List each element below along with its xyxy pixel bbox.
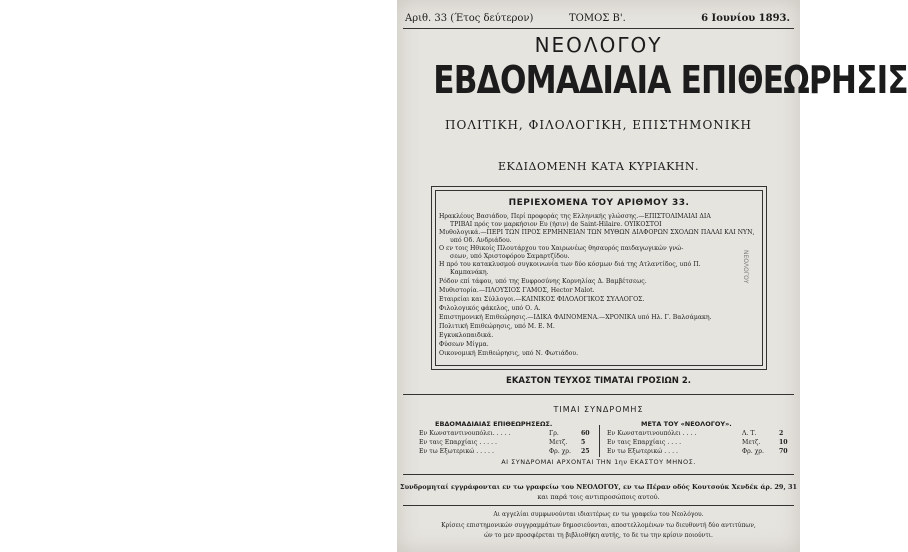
contents-item: Καμπανάκη. xyxy=(450,269,489,276)
footer-rule xyxy=(403,505,794,506)
contents-box xyxy=(435,190,763,366)
note-rule xyxy=(403,474,794,475)
contents-item: Η πρό του κατακλυσμού συγκοινωνία των δύο κόσμων διά της Ατλαντίδος, υπό Π. xyxy=(439,261,701,268)
contents-item: Πολιτική Επιθεώρησις, υπό Μ. Ε. Μ. xyxy=(439,323,555,330)
subscription-agents: και παρά τοις αντιπροσώποις αυτού. xyxy=(537,493,660,501)
contents-item: σεων, υπό Χριστοφόρου Σαμαρτζίδου. xyxy=(450,253,570,260)
contents-item: Εγκυκλοπαιδικά. xyxy=(439,332,494,339)
footer-line: ών το μεν προσφέρεται τη βιβλιοθήκη αυτής, το δε τω την κρίσιν ποιούντι. xyxy=(484,532,713,539)
contents-item: Οικονομική Επιθεώρησις, υπό Ν. Φωτιάδου. xyxy=(439,350,579,357)
subscription-office: Συνδρομηταί εγγράφονται εν τω γραφείω του ΝΕΟΛΟΓΟΥ, εν τω Πέραν οδός Κουτσούκ Χενδέκ άρ. 29, 31 xyxy=(399,483,798,491)
contents-item: Μυθολογικά.—ΠΕΡΙ ΤΩΝ ΠΡΟΣ ΕΡΜΗΝΕΙΑΝ ΤΩΝ ΜΥΘΩΝ ΔΙΑΦΟΡΩΝ ΣΧΟΛΩΝ ΠΑΛΑΙ ΚΑΙ ΝΥΝ, xyxy=(439,229,755,236)
contents-item: Φύσεων Μίγμα. xyxy=(439,341,489,348)
publication-name: ΝΕΟΛΟΓΟΥ xyxy=(534,33,663,57)
header-rule xyxy=(403,28,794,29)
price-rule xyxy=(403,394,794,395)
issue-number: Αριθ. 33 (Έτος δεύτερον) xyxy=(405,13,534,24)
edition-note: ΕΚΔΙΔΟΜΕΝΗ ΚΑΤΑ ΚΥΡΙΑΚΗΝ. xyxy=(497,160,700,173)
subscription-title: ΤΙΜΑΙ ΣΥΝΔΡΟΜΗΣ xyxy=(553,405,644,414)
footer-line: Κρίσεις επιστημονικών συγγραμμάτων δημοσιεύονται, αποστελλομένων τω διευθυντή δύο αντιτύπων, xyxy=(441,522,756,529)
footer-line: Αι αγγελίαι συμφωνούνται ιδιαιτέρως εν τω γραφείω του Νεολόγου. xyxy=(493,511,704,518)
contents-item: Επιστημονική Επιθεώρησις.—ΙΔΙΚΑ ΦΑΙΝΟΜΕΝΑ.—ΧΡΟΝΙΚΑ υπό Ηλ. Γ. Βαλσάμακη. xyxy=(439,314,712,321)
volume-label: ΤΟΜΟΣ Β'. xyxy=(569,13,626,24)
masthead-title: ΕΒΔΟΜΑΔΙΑΙΑ ΕΠΙΘΕΩΡΗΣΙΣ xyxy=(433,58,908,102)
side-stamp: ΝΕΟΛΟΓΟΥ xyxy=(742,250,749,284)
contents-item: Ηρακλέους Βασιάδου, Περί προφοράς της Ελληνικής γλώσσης.—ΕΠΙΣΤΟΛΙΜΑΙΑΙ ΔΙΑ xyxy=(439,213,711,220)
subscription-right-heading: ΜΕΤΑ ΤΟΥ «ΝΕΟΛΟΓΟΥ». xyxy=(641,420,732,428)
issue-date: 6 Ιουνίου 1893. xyxy=(701,13,790,24)
newspaper-page: Αριθ. 33 (Έτος δεύτερον) ΤΟΜΟΣ Β'. 6 Ιουνίου 1893. ΝΕΟΛΟΓΟΥ ΕΒΔΟΜΑΔΙΑΙΑ ΕΠΙΘΕΩΡΗΣΙΣ ΠΟΛΙΤΙΚΗ, ΦΙΛΟΛΟΓΙΚΗ, ΕΠΙΣΤΗΜΟΝΙΚΗ ΕΚΔΙΔΟΜΕΝΗ ΚΑΤΑ ΚΥΡΙΑΚΗΝ. ΠΕΡΙΕΧΟΜΕΝΑ ΤΟΥ ΑΡΙΘΜΟΥ 33. Ηρακλέους Βασιάδου, Περί προφοράς της Ελληνικής γλώσσης.—ΕΠΙΣΤΟΛΙΜΑΙΑΙ ΔΙΑ ΤΡΙΒΑΙ πρός τον μαρκήσιον Ευ (ήσιν) de Saint-Hilaire. ΟΥΙΚΟΣΤΟΙ Μυθολογικά.—ΠΕΡΙ ΤΩΝ ΠΡΟΣ ΕΡΜΗΝΕΙΑΝ ΤΩΝ ΜΥΘΩΝ ΔΙΑΦΟΡΩΝ ΣΧΟΛΩΝ ΠΑΛΑΙ ΚΑΙ ΝΥΝ, υπό Οδ. Ανδριάδου. Ο εν τοις Ηθικοίς Πλουτάρχου του Χαιρωνέως θησαυρός παιδαγωγικών γνώ- σεων, υπό Χριστοφόρου Σαμαρτζίδου. Η πρό του κατακλυσμού συγκοινωνία των δύο κόσμων διά της Ατλαντίδος, υπό Π. Καμπανάκη. Ρόδον επί τάφου, υπό της Ευφροσύνης Κορνηλίας Δ. Βαμβέτσεως. Μυθιστορία.—ΠΛΟΥΣΙΟΣ ΓΑΜΟΣ, Hector Malot. Εταιρείαι και Σύλλογοι.—ΚΑΙΝΙΚΟΣ ΦΙΛΟΛΟΓΙΚΟΣ ΣΥΛΛΟΓΟΣ. Φιλολογικός φάκελος, υπό Ο. Α. Επιστημονική Επιθεώρησις.—ΙΔΙΚΑ ΦΑΙΝΟΜΕΝΑ.—ΧΡΟΝΙΚΑ υπό Ηλ. Γ. Βαλσάμακη. Πολιτική Επιθεώρησις, υπό Μ. Ε. Μ. Εγκυκλοπαιδικά. Φύσεων Μίγμα. Οικονομική Επιθεώρησις, υπό Ν. Φωτιάδου. ΕΚΑΣΤΟΝ ΤΕΥΧΟΣ ΤΙΜΑΤΑΙ ΓΡΟΣΙΩΝ 2. ΤΙΜΑΙ ΣΥΝΔΡΟΜΗΣ ΕΒΔΟΜΑΔΙΑΙΑΣ ΕΠΙΘΕΩΡΗΣΕΩΣ. ΜΕΤΑ ΤΟΥ «ΝΕΟΛΟΓΟΥ». Εν Κωνσταντινουπόλει. . . . . Γρ. 60 Εν ταις Επαρχίαις . . . . . Μετζ. 5 Εν τω Εξωτερικώ . . . . . Φρ. χρ. 25 Εν Κωνσταντινουπόλει . . . . Λ. Τ. 2 Εν ταις Επαρχίαις . . . . Μετζ. 10 Εν τω Εξωτερικώ . . . . Φρ. χρ. 70 ΑΙ ΣΥΝΔΡΟΜΑΙ ΑΡΧΟΝΤΑΙ ΤΗΝ 1ην ΕΚΑΣΤΟΥ ΜΗΝΟΣ. Συνδρομηταί εγγράφονται εν τω γραφείω του ΝΕΟΛΟΓΟΥ, εν τω Πέραν οδός Κουτσούκ Χενδέκ άρ. 29, 31 και παρά τοις αντιπροσώποις αυτού. Αι αγγελίαι συμφωνούνται ιδιαιτέρως εν τω γραφείω του Νεολόγου. Κρίσεις επιστημονικών συγγραμμάτων δημοσιεύονται, αποστελλομένων τω διευθυντή δύο αντιτύπων, ών το μεν προσφέρεται τη βιβλιοθήκη αυτής, το δε τω την κρίσιν ποιούντι. ΝΕΟΛΟΓΟΥ xyxy=(397,0,800,552)
contents-item: Ρόδον επί τάφου, υπό της Ευφροσύνης Κορνηλίας Δ. Βαμβέτσεως. xyxy=(439,278,647,285)
subscription-divider xyxy=(599,425,600,457)
issue-price: ΕΚΑΣΤΟΝ ΤΕΥΧΟΣ ΤΙΜΑΤΑΙ ΓΡΟΣΙΩΝ 2. xyxy=(506,376,691,386)
contents-item: Φιλολογικός φάκελος, υπό Ο. Α. xyxy=(439,305,541,312)
masthead-subtitle: ΠΟΛΙΤΙΚΗ, ΦΙΛΟΛΟΓΙΚΗ, ΕΠΙΣΤΗΜΟΝΙΚΗ xyxy=(445,118,752,132)
subscription-left-heading: ΕΒΔΟΜΑΔΙΑΙΑΣ ΕΠΙΘΕΩΡΗΣΕΩΣ. xyxy=(435,420,553,428)
contents-item: Μυθιστορία.—ΠΛΟΥΣΙΟΣ ΓΑΜΟΣ, Hector Malot. xyxy=(439,287,595,294)
contents-item: Εταιρείαι και Σύλλογοι.—ΚΑΙΝΙΚΟΣ ΦΙΛΟΛΟΓΙΚΟΣ ΣΥΛΛΟΓΟΣ. xyxy=(439,296,645,303)
contents-title: ΠΕΡΙΕΧΟΜΕΝΑ ΤΟΥ ΑΡΙΘΜΟΥ 33. xyxy=(508,198,690,208)
contents-item: Ο εν τοις Ηθικοίς Πλουτάρχου του Χαιρωνέως θησαυρός παιδαγωγικών γνώ- xyxy=(439,245,684,252)
subscription-note: ΑΙ ΣΥΝΔΡΟΜΑΙ ΑΡΧΟΝΤΑΙ ΤΗΝ 1ην ΕΚΑΣΤΟΥ ΜΗΝΟΣ. xyxy=(501,458,696,466)
contents-item: ΤΡΙΒΑΙ πρός τον μαρκήσιον Ευ (ήσιν) de Saint-Hilaire. ΟΥΙΚΟΣΤΟΙ xyxy=(450,221,662,228)
contents-item: υπό Οδ. Ανδριάδου. xyxy=(450,237,512,244)
